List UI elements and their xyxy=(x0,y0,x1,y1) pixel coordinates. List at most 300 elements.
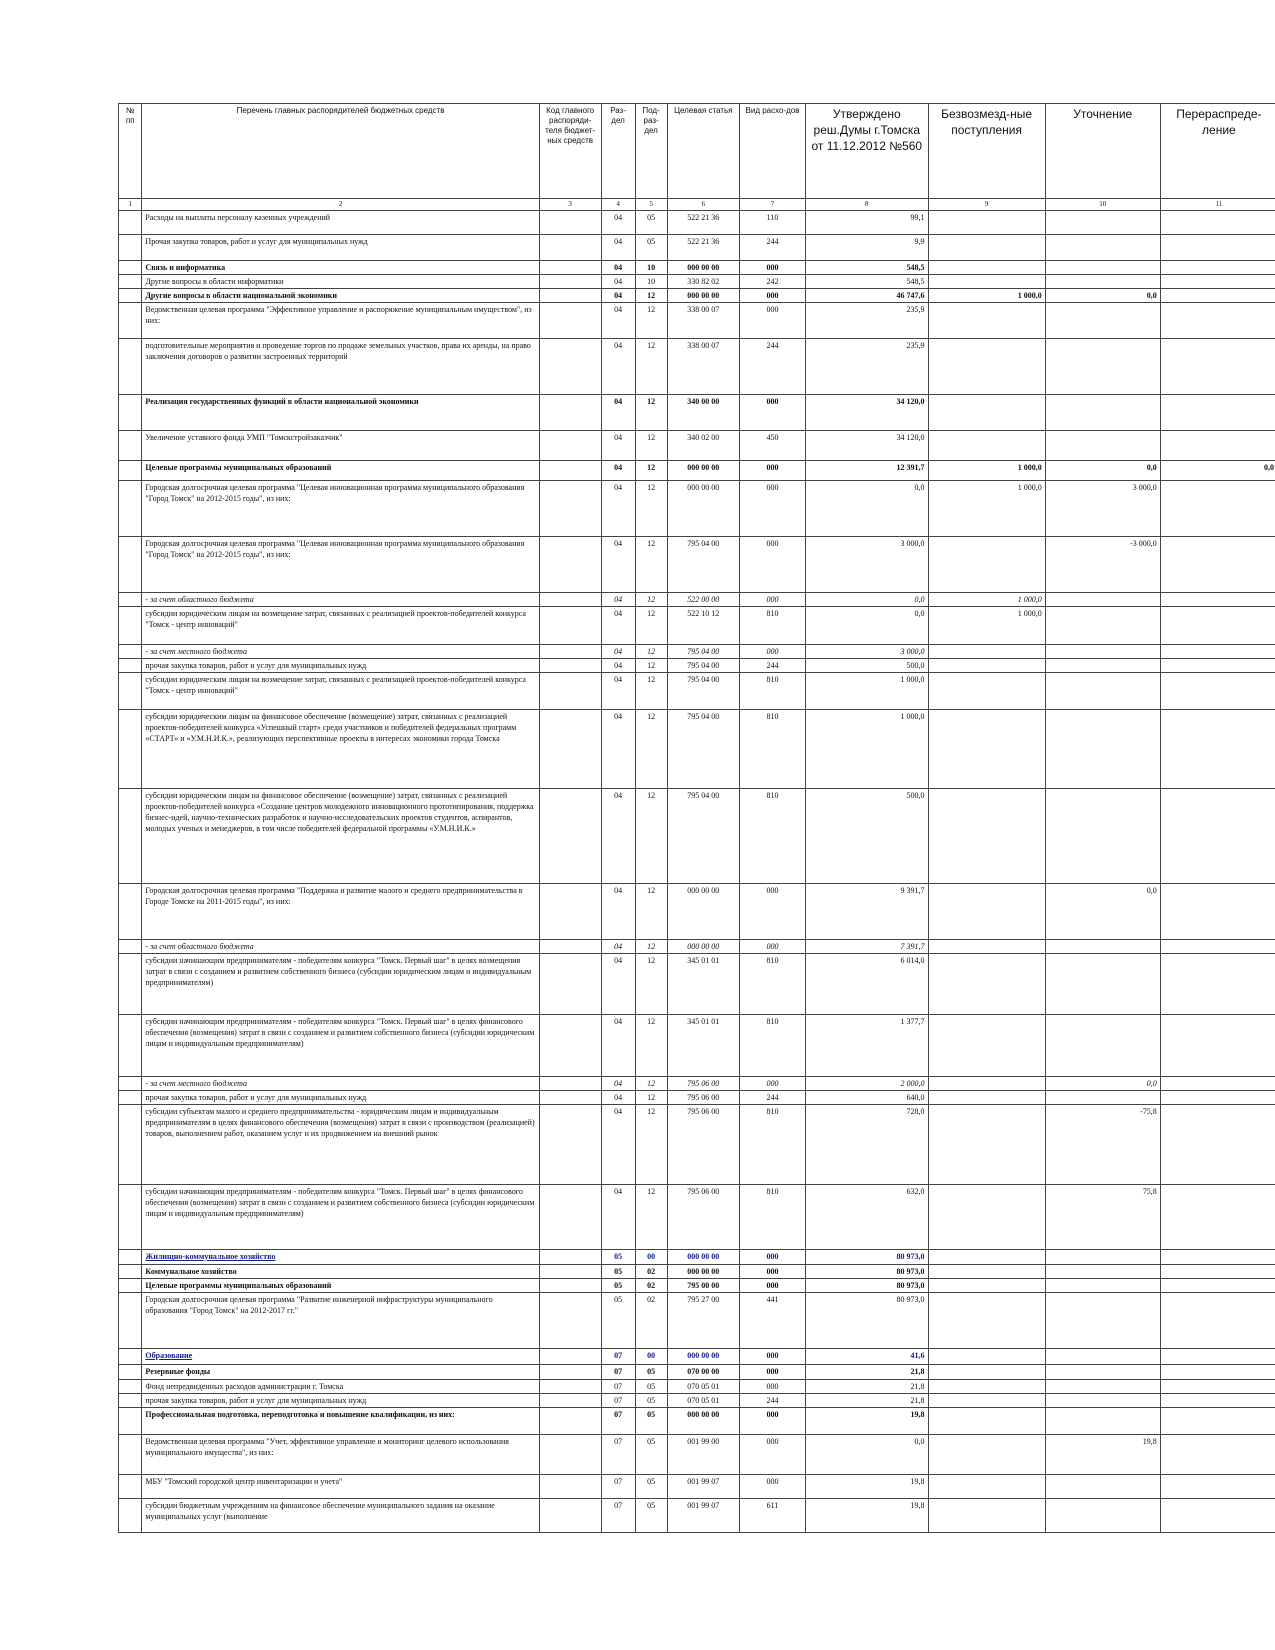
row-number xyxy=(119,673,142,710)
row-name: Целевые программы муниципальных образований xyxy=(142,1279,539,1293)
row-gratuitous xyxy=(928,1499,1045,1533)
row-clarification: -75,8 xyxy=(1045,1105,1160,1185)
row-subsection: 12 xyxy=(635,710,667,789)
row-subsection: 12 xyxy=(635,339,667,395)
row-expense-type: 000 xyxy=(740,645,806,659)
table-row xyxy=(119,659,1275,673)
header-subsection: Под-раз-дел xyxy=(635,104,667,199)
row-gratuitous xyxy=(928,537,1045,593)
row-gratuitous xyxy=(928,645,1045,659)
row-subsection: 05 xyxy=(635,235,667,261)
row-redistribution xyxy=(1160,211,1275,235)
row-subsection: 00 xyxy=(635,1349,667,1365)
row-approved: 0,0 xyxy=(806,481,929,537)
row-approved: 235,9 xyxy=(806,303,929,339)
table-row xyxy=(119,1435,1275,1475)
row-clarification xyxy=(1045,1394,1160,1408)
row-code xyxy=(539,1293,601,1349)
header-approved: Утверждено реш.Думы г.Томска от 11.12.2012 №560 xyxy=(806,104,929,199)
row-code xyxy=(539,537,601,593)
row-approved: 548,5 xyxy=(806,261,929,275)
row-gratuitous xyxy=(928,1250,1045,1265)
col-number: 8 xyxy=(806,199,929,211)
row-clarification xyxy=(1045,1365,1160,1380)
row-gratuitous xyxy=(928,275,1045,289)
row-section: 07 xyxy=(601,1349,635,1365)
row-section: 04 xyxy=(601,884,635,940)
row-gratuitous xyxy=(928,673,1045,710)
row-approved: 7 391,7 xyxy=(806,940,929,954)
row-redistribution xyxy=(1160,1293,1275,1349)
row-clarification xyxy=(1045,607,1160,645)
table-row xyxy=(119,211,1275,235)
row-expense-type: 244 xyxy=(740,235,806,261)
row-target-article: 000 00 00 xyxy=(667,481,739,537)
row-section: 04 xyxy=(601,303,635,339)
row-clarification xyxy=(1045,1091,1160,1105)
col-number: 11 xyxy=(1160,199,1275,211)
row-redistribution xyxy=(1160,789,1275,884)
row-target-article: 330 82 02 xyxy=(667,275,739,289)
row-gratuitous xyxy=(928,659,1045,673)
row-section: 07 xyxy=(601,1380,635,1394)
row-code xyxy=(539,940,601,954)
row-section: 04 xyxy=(601,954,635,1015)
row-number xyxy=(119,593,142,607)
row-redistribution xyxy=(1160,1185,1275,1250)
row-number xyxy=(119,659,142,673)
row-expense-type: 000 xyxy=(740,1365,806,1380)
row-clarification xyxy=(1045,1475,1160,1499)
row-gratuitous: 1 000,0 xyxy=(928,481,1045,537)
row-redistribution xyxy=(1160,289,1275,303)
row-target-article: 522 21 36 xyxy=(667,211,739,235)
table-body xyxy=(119,211,1275,1533)
row-name: - за счет местного бюджета xyxy=(142,645,539,659)
row-target-article: 070 00 00 xyxy=(667,1365,739,1380)
table-row xyxy=(119,275,1275,289)
row-target-article: 795 04 00 xyxy=(667,789,739,884)
row-subsection: 12 xyxy=(635,461,667,481)
row-target-article: 522 10 12 xyxy=(667,607,739,645)
row-name: Жилищно-коммунальное хозяйство xyxy=(142,1250,539,1265)
row-subsection: 02 xyxy=(635,1279,667,1293)
row-code xyxy=(539,1365,601,1380)
row-name: - за счет местного бюджета xyxy=(142,1077,539,1091)
table-row xyxy=(119,1185,1275,1250)
row-code xyxy=(539,289,601,303)
row-code xyxy=(539,1015,601,1077)
table-row xyxy=(119,261,1275,275)
row-code xyxy=(539,261,601,275)
row-section: 07 xyxy=(601,1435,635,1475)
row-expense-type: 000 xyxy=(740,593,806,607)
row-section: 04 xyxy=(601,211,635,235)
header-gratuitous: Безвозмезд-ные поступления xyxy=(928,104,1045,199)
row-approved: 34 120,0 xyxy=(806,431,929,461)
row-number xyxy=(119,537,142,593)
row-approved: 80 973,0 xyxy=(806,1250,929,1265)
table-row xyxy=(119,1293,1275,1349)
row-clarification xyxy=(1045,1279,1160,1293)
row-approved: 3 000,0 xyxy=(806,645,929,659)
row-clarification xyxy=(1045,645,1160,659)
row-number xyxy=(119,954,142,1015)
table-row xyxy=(119,537,1275,593)
row-redistribution xyxy=(1160,1091,1275,1105)
table-row xyxy=(119,1265,1275,1279)
row-clarification xyxy=(1045,789,1160,884)
row-expense-type: 000 xyxy=(740,289,806,303)
row-number xyxy=(119,431,142,461)
row-target-article: 522 00 00 xyxy=(667,593,739,607)
row-subsection: 05 xyxy=(635,211,667,235)
table-row xyxy=(119,235,1275,261)
row-redistribution xyxy=(1160,593,1275,607)
row-number xyxy=(119,289,142,303)
row-approved: 500,0 xyxy=(806,659,929,673)
row-redistribution xyxy=(1160,607,1275,645)
row-approved: 1 000,0 xyxy=(806,673,929,710)
row-name: Увеличение уставного фонда УМП "Томскстройзаказчик" xyxy=(142,431,539,461)
row-target-article: 000 00 00 xyxy=(667,884,739,940)
row-number xyxy=(119,1380,142,1394)
row-redistribution xyxy=(1160,1394,1275,1408)
row-section: 04 xyxy=(601,789,635,884)
row-number xyxy=(119,1265,142,1279)
row-code xyxy=(539,1380,601,1394)
row-subsection: 12 xyxy=(635,289,667,303)
table-row xyxy=(119,461,1275,481)
row-clarification: 75,8 xyxy=(1045,1185,1160,1250)
row-expense-type: 000 xyxy=(740,303,806,339)
row-name: Резервные фонды xyxy=(142,1365,539,1380)
row-target-article: 345 01 01 xyxy=(667,1015,739,1077)
row-approved: 235,9 xyxy=(806,339,929,395)
row-approved: 9 391,7 xyxy=(806,884,929,940)
row-number xyxy=(119,940,142,954)
row-approved: 19,8 xyxy=(806,1499,929,1533)
row-clarification xyxy=(1045,275,1160,289)
row-name: МБУ "Томский городской центр инвентаризации и учета" xyxy=(142,1475,539,1499)
row-code xyxy=(539,461,601,481)
row-number xyxy=(119,710,142,789)
row-number xyxy=(119,235,142,261)
row-name: Городская долгосрочная целевая программа "Целевая инновационная программа муниципального образования "Город Томск" на 2012-2015 годы", из них: xyxy=(142,537,539,593)
row-expense-type: 810 xyxy=(740,1015,806,1077)
row-gratuitous: 1 000,0 xyxy=(928,461,1045,481)
row-name: Городская долгосрочная целевая программа "Развитие инженерной инфраструктуры муниципального образования "Город Томск" на 2012-2017 гг." xyxy=(142,1293,539,1349)
row-code xyxy=(539,1475,601,1499)
row-clarification xyxy=(1045,1250,1160,1265)
row-approved: 19,8 xyxy=(806,1475,929,1499)
row-subsection: 12 xyxy=(635,940,667,954)
row-expense-type: 000 xyxy=(740,1265,806,1279)
row-gratuitous xyxy=(928,1279,1045,1293)
row-target-article: 070 05 01 xyxy=(667,1380,739,1394)
row-redistribution xyxy=(1160,537,1275,593)
row-gratuitous xyxy=(928,1435,1045,1475)
row-section: 04 xyxy=(601,940,635,954)
row-code xyxy=(539,1265,601,1279)
row-expense-type: 000 xyxy=(740,261,806,275)
row-name: прочая закупка товаров, работ и услуг для муниципальных нужд xyxy=(142,659,539,673)
row-expense-type: 000 xyxy=(740,395,806,431)
row-clarification: 0,0 xyxy=(1045,461,1160,481)
row-clarification xyxy=(1045,659,1160,673)
row-number xyxy=(119,339,142,395)
table-row xyxy=(119,1105,1275,1185)
row-section: 04 xyxy=(601,461,635,481)
row-target-article: 070 05 01 xyxy=(667,1394,739,1408)
col-number: 7 xyxy=(740,199,806,211)
row-approved: 728,0 xyxy=(806,1105,929,1185)
row-approved: 21,8 xyxy=(806,1394,929,1408)
row-expense-type: 110 xyxy=(740,211,806,235)
row-target-article: 000 00 00 xyxy=(667,461,739,481)
row-code xyxy=(539,1499,601,1533)
row-subsection: 05 xyxy=(635,1435,667,1475)
row-approved: 21,8 xyxy=(806,1380,929,1394)
row-approved: 2 000,0 xyxy=(806,1077,929,1091)
header-expense-type: Вид расхо-дов xyxy=(740,104,806,199)
row-gratuitous xyxy=(928,789,1045,884)
row-clarification: 3 000,0 xyxy=(1045,481,1160,537)
row-subsection: 12 xyxy=(635,884,667,940)
table-row xyxy=(119,339,1275,395)
row-target-article: 795 00 00 xyxy=(667,1279,739,1293)
row-clarification xyxy=(1045,1293,1160,1349)
row-redistribution: 0,0 xyxy=(1160,461,1275,481)
row-target-article: 795 04 00 xyxy=(667,659,739,673)
row-subsection: 12 xyxy=(635,673,667,710)
row-clarification xyxy=(1045,593,1160,607)
row-redistribution xyxy=(1160,1435,1275,1475)
row-approved: 80 973,0 xyxy=(806,1279,929,1293)
table-row xyxy=(119,954,1275,1015)
row-redistribution xyxy=(1160,395,1275,431)
row-number xyxy=(119,884,142,940)
row-expense-type: 000 xyxy=(740,461,806,481)
row-code xyxy=(539,1250,601,1265)
row-target-article: 795 06 00 xyxy=(667,1105,739,1185)
row-approved: 640,0 xyxy=(806,1091,929,1105)
row-approved: 632,0 xyxy=(806,1185,929,1250)
row-redistribution xyxy=(1160,1105,1275,1185)
table-row xyxy=(119,1349,1275,1365)
row-clarification xyxy=(1045,1349,1160,1365)
row-gratuitous xyxy=(928,884,1045,940)
row-expense-type: 611 xyxy=(740,1499,806,1533)
row-subsection: 12 xyxy=(635,645,667,659)
row-code xyxy=(539,1279,601,1293)
row-approved: 0,0 xyxy=(806,1435,929,1475)
row-section: 05 xyxy=(601,1293,635,1349)
row-redistribution xyxy=(1160,1015,1275,1077)
row-target-article: 001 99 07 xyxy=(667,1499,739,1533)
row-approved: 46 747,6 xyxy=(806,289,929,303)
row-subsection: 12 xyxy=(635,607,667,645)
row-redistribution xyxy=(1160,1475,1275,1499)
row-gratuitous xyxy=(928,1265,1045,1279)
row-name: Прочая закупка товаров, работ и услуг для муниципальных нужд xyxy=(142,235,539,261)
table-row xyxy=(119,481,1275,537)
table-row xyxy=(119,1077,1275,1091)
table-row xyxy=(119,1475,1275,1499)
table-row xyxy=(119,395,1275,431)
row-name: субсидии начинающим предпринимателям - победителям конкурса "Томск. Первый шаг" в целях финансового обеспечения (возмещения) затрат в связи с созданием и развитием собственного бизнеса (субсидии юридическим лицам и индивидуальным предпринимателям) xyxy=(142,1185,539,1250)
row-target-article: 000 00 00 xyxy=(667,940,739,954)
row-approved: 1 000,0 xyxy=(806,710,929,789)
row-target-article: 000 00 00 xyxy=(667,1349,739,1365)
header-number: № пп xyxy=(119,104,142,199)
row-redistribution xyxy=(1160,431,1275,461)
row-expense-type: 441 xyxy=(740,1293,806,1349)
row-subsection: 12 xyxy=(635,954,667,1015)
row-number xyxy=(119,1499,142,1533)
row-target-article: 795 04 00 xyxy=(667,537,739,593)
row-number xyxy=(119,1408,142,1435)
row-section: 04 xyxy=(601,235,635,261)
row-code xyxy=(539,1091,601,1105)
row-subsection: 02 xyxy=(635,1265,667,1279)
row-number xyxy=(119,1250,142,1265)
row-clarification xyxy=(1045,261,1160,275)
row-target-article: 001 99 00 xyxy=(667,1435,739,1475)
budget-table xyxy=(118,103,1275,1533)
row-number xyxy=(119,303,142,339)
row-redistribution xyxy=(1160,275,1275,289)
table-row xyxy=(119,1250,1275,1265)
row-name: Реализация государственных функций в области национальной экономики xyxy=(142,395,539,431)
row-gratuitous: 1 000,0 xyxy=(928,607,1045,645)
row-number xyxy=(119,789,142,884)
row-redistribution xyxy=(1160,1279,1275,1293)
row-name: Связь и информатика xyxy=(142,261,539,275)
row-section: 04 xyxy=(601,710,635,789)
row-code xyxy=(539,431,601,461)
header-recipients: Перечень главных распорядителей бюджетных средств xyxy=(142,104,539,199)
row-clarification: 0,0 xyxy=(1045,1077,1160,1091)
row-gratuitous xyxy=(928,235,1045,261)
row-redistribution xyxy=(1160,1250,1275,1265)
row-code xyxy=(539,954,601,1015)
row-expense-type: 810 xyxy=(740,710,806,789)
row-clarification xyxy=(1045,395,1160,431)
row-subsection: 12 xyxy=(635,537,667,593)
row-code xyxy=(539,710,601,789)
row-expense-type: 000 xyxy=(740,1380,806,1394)
row-expense-type: 450 xyxy=(740,431,806,461)
row-gratuitous xyxy=(928,1293,1045,1349)
row-expense-type: 000 xyxy=(740,940,806,954)
table-row xyxy=(119,607,1275,645)
row-subsection: 12 xyxy=(635,659,667,673)
table-row xyxy=(119,1365,1275,1380)
row-name: Целевые программы муниципальных образований xyxy=(142,461,539,481)
row-section: 07 xyxy=(601,1365,635,1380)
row-number xyxy=(119,211,142,235)
row-subsection: 12 xyxy=(635,593,667,607)
row-number xyxy=(119,1394,142,1408)
row-approved: 1 377,7 xyxy=(806,1015,929,1077)
row-subsection: 12 xyxy=(635,481,667,537)
row-gratuitous: 1 000,0 xyxy=(928,289,1045,303)
row-name: Городская долгосрочная целевая программа "Поддержка и развитие малого и среднего предпринимательства в Городе Томске на 2011-2015 годы", из них: xyxy=(142,884,539,940)
row-section: 04 xyxy=(601,1105,635,1185)
row-section: 04 xyxy=(601,339,635,395)
row-gratuitous xyxy=(928,954,1045,1015)
row-name: Коммунальное хозяйство xyxy=(142,1265,539,1279)
row-name: субсидии начинающим предпринимателям - победителям конкурса "Томск. Первый шаг" в целях финансового обеспечения (возмещения) затрат в связи с созданием и развитием собственного бизнеса (субсидии юридическим лицам и индивидуальным предпринимателям) xyxy=(142,1015,539,1077)
row-approved: 99,1 xyxy=(806,211,929,235)
row-redistribution xyxy=(1160,1499,1275,1533)
table-row xyxy=(119,593,1275,607)
row-number xyxy=(119,1091,142,1105)
row-target-article: 000 00 00 xyxy=(667,1250,739,1265)
col-number: 5 xyxy=(635,199,667,211)
row-clarification xyxy=(1045,940,1160,954)
row-approved: 500,0 xyxy=(806,789,929,884)
row-name: прочая закупка товаров, работ и услуг для муниципальных нужд xyxy=(142,1091,539,1105)
row-redistribution xyxy=(1160,303,1275,339)
row-expense-type: 000 xyxy=(740,481,806,537)
row-redistribution xyxy=(1160,710,1275,789)
row-subsection: 05 xyxy=(635,1394,667,1408)
row-redistribution xyxy=(1160,645,1275,659)
table-row xyxy=(119,289,1275,303)
row-code xyxy=(539,659,601,673)
row-code xyxy=(539,1349,601,1365)
column-number-row xyxy=(119,199,1275,211)
row-name: подготовительные мероприятия и проведение торгов по продаже земельных участков, права их аренды, на право заключения договоров о развитии застроенных территорий xyxy=(142,339,539,395)
col-number: 3 xyxy=(539,199,601,211)
header-code: Код главного распоряди-теля бюджет-ных средств xyxy=(539,104,601,199)
row-clarification: 0,0 xyxy=(1045,289,1160,303)
row-subsection: 12 xyxy=(635,1091,667,1105)
row-redistribution xyxy=(1160,884,1275,940)
row-number xyxy=(119,1077,142,1091)
row-number xyxy=(119,1015,142,1077)
row-approved: 19,8 xyxy=(806,1408,929,1435)
row-section: 04 xyxy=(601,1185,635,1250)
row-target-article: 338 00 07 xyxy=(667,339,739,395)
row-name: субсидии юридическим лицам на возмещение затрат, связанных с реализацией проектов-победителей конкурса "Томск - центр инноваций" xyxy=(142,673,539,710)
row-section: 04 xyxy=(601,395,635,431)
row-target-article: 795 06 00 xyxy=(667,1185,739,1250)
row-expense-type: 244 xyxy=(740,339,806,395)
row-approved: 80 973,0 xyxy=(806,1265,929,1279)
row-number xyxy=(119,607,142,645)
row-number xyxy=(119,1293,142,1349)
row-subsection: 05 xyxy=(635,1408,667,1435)
row-approved: 9,9 xyxy=(806,235,929,261)
table-row xyxy=(119,884,1275,940)
row-expense-type: 810 xyxy=(740,954,806,1015)
row-section: 04 xyxy=(601,261,635,275)
row-gratuitous xyxy=(928,1475,1045,1499)
row-name: прочая закупка товаров, работ и услуг для муниципальных нужд xyxy=(142,1394,539,1408)
table-row xyxy=(119,1499,1275,1533)
row-target-article: 340 02 00 xyxy=(667,431,739,461)
row-section: 04 xyxy=(601,275,635,289)
row-clarification: 0,0 xyxy=(1045,884,1160,940)
row-code xyxy=(539,211,601,235)
row-code xyxy=(539,1435,601,1475)
row-name: Расходы на выплаты персоналу казенных учреждений xyxy=(142,211,539,235)
table-row xyxy=(119,940,1275,954)
row-subsection: 12 xyxy=(635,1015,667,1077)
